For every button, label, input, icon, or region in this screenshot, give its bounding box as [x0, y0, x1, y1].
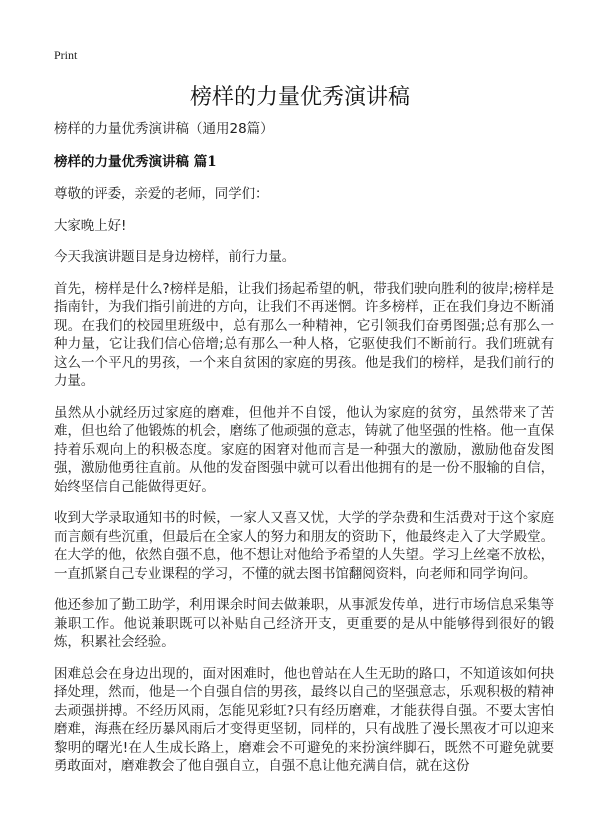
paragraph-hello: 大家晚上好! [54, 217, 127, 234]
paragraph-topic: 今天我演讲题目是身边榜样，前行力量。 [54, 249, 296, 265]
document-body [54, 120, 554, 789]
paragraph-body: 虽然从小就经历过家庭的磨难，但他并不自馁，他认为家庭的贫穷，虽然带来了苦难，但也给了他锻炼的机会，磨练了他顽强的意志，铸就了他坚强的性格。他一直保持着乐观向上的积极态度。家庭的困窘对他而言是一种强大的激励，激励他奋发图强，激励他勇往直前。从他的发奋图强中就可以看出他拥有的是一份不服输的自信，始终坚信自己能做得更好。 [54, 404, 554, 495]
print-label: Print [54, 48, 78, 62]
paragraph-body: 困难总会在身边出现的，面对困难时，他也曾站在人生无助的路口，不知道该如何抉择处理，然而，他是一个自强自信的男孩，最终以自己的坚强意志，乐观积极的精神去顽强拼搏。不经历风雨，怎能见彩虹?只有经历磨难，才能获得自强。不要太害怕磨难，海燕在经历暴风雨后才变得更坚韧，同样的，只有战胜了漫长黑夜才可以迎来黎明的曙光!在人生成长路上，磨难会不可避免的来扮演绊脚石，既然不可避免就要勇敢面对，磨难教会了他自强自立，自强不息让他充满自信，就在这份 [54, 665, 554, 774]
paragraph-body: 他还参加了勤工助学，利用课余时间去做兼职，从事派发传单，进行市场信息采集等兼职工作。他说兼职既可以补贴自己经济开支，更重要的是从中能够得到很好的锻炼，积累社会经验。 [54, 597, 554, 650]
paragraph-body: 首先，榜样是什么?榜样是船，让我们扬起希望的帆，带我们驶向胜利的彼岸;榜样是指南针，为我们指引前进的方向，让我们不再迷惘。许多榜样，正在我们身边不断涌现。在我们的校园里班级中，总有那么一种精神，它引领我们奋勇图强;总有那么一种力量，它让我们信心倍增;总有那么一种人格，它驱使我们不断前行。我们班就有这么一个平凡的男孩，一个来自贫困的家庭的男孩。他是我们的榜样，是我们前行的力量。 [54, 280, 554, 389]
paragraph-body: 收到大学录取通知书的时候，一家人又喜又忧，大学的学杂费和生活费对于这个家庭而言颇有些沉重，但最后在全家人的努力和朋友的资助下，他最终走入了大学殿堂。在大学的他，依然自强不息，他不想让对他给予希望的人失望。学习上丝毫不放松，一直抓紧自己专业课程的学习，不懂的就去图书馆翻阅资料，向老师和同学询问。 [54, 510, 554, 582]
document-subtitle: 榜样的力量优秀演讲稿（通用28篇） [54, 121, 274, 137]
section-title: 榜样的力量优秀演讲稿 篇1 [54, 154, 217, 170]
document-title: 榜样的力量优秀演讲稿 [189, 85, 410, 110]
paragraph-greeting: 尊敬的评委，亲爱的老师，同学们： [54, 186, 269, 202]
